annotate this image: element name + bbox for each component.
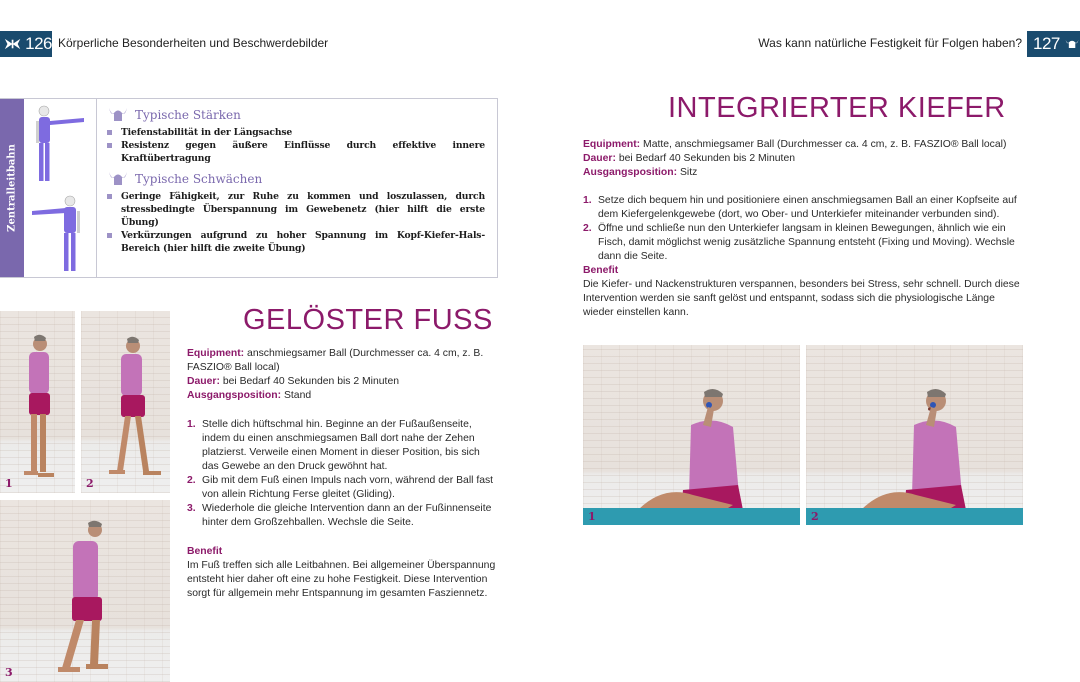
step-item: 1. Setze dich bequem hin und positioniere einen anschmiegsamen Ball an einer Kopfseite auf dem Kiefergelenkgewebe (dort, wo Ober- und Unterkiefer miteinander verbunden sind). — [583, 195, 1017, 220]
photo-label: 2 — [811, 510, 819, 523]
page-number-left — [0, 31, 52, 57]
anatomy-back-figure — [24, 189, 97, 279]
photo-label: 2 — [86, 477, 94, 490]
photo-label: 3 — [5, 666, 13, 679]
photo-label: 1 — [588, 510, 596, 523]
step-item: 2. Gib mit dem Fuß einen Impuls nach vorn, während der Ball fast von allein Richtung Ferse gleitet (Gliding). — [187, 475, 494, 500]
duration-line: Dauer: bei Bedarf 40 Sekunden bis 2 Minuten — [583, 153, 795, 164]
page-number-right — [1027, 31, 1080, 57]
person-standing-figure — [81, 311, 170, 493]
anatomy-figures — [24, 99, 97, 277]
anatomy-front-figure — [24, 101, 97, 191]
exercise1-benefit — [187, 545, 499, 601]
exercise1-steps — [187, 418, 499, 530]
exercise1-meta — [187, 347, 497, 403]
running-header-left: Körperliche Besonderheiten und Beschwerdebilder — [58, 36, 329, 50]
page-number-value: 126 — [25, 34, 52, 53]
exercise1-photo-1 — [0, 311, 75, 493]
exercise2-benefit — [583, 264, 1025, 320]
viking-helmet-icon — [107, 171, 129, 187]
benefit-heading: Benefit — [187, 546, 223, 557]
strengths-heading: Typische Stärken — [107, 107, 485, 123]
meridian-tab-label: Zentralleitbahn — [6, 144, 18, 232]
position-line: Ausgangsposition: Stand — [187, 390, 312, 401]
running-header-right: Was kann natürliche Festigkeit für Folgen haben? — [758, 36, 1022, 50]
step-item: 2. Öffne und schließe nun den Unterkiefer langsam in kleinen Bewegungen, ähnlich wie ein Fisch, damit möglichst wenig zusätzliche Spannung entsteht (Fixing und Moving). Wechsle dann die Seite. — [583, 223, 1015, 262]
meridian-info-box — [0, 98, 498, 278]
yoga-mat — [583, 508, 800, 525]
weaknesses-heading: Typische Schwächen — [107, 171, 485, 187]
person-sitting-figure — [806, 345, 1023, 525]
exercise2-steps — [583, 194, 1025, 264]
equipment-line: Equipment: Matte, anschmiegsamer Ball (Durchmesser ca. 4 cm, z. B. FASZIO® Ball local) — [583, 139, 1007, 150]
yoga-mat — [806, 508, 1023, 525]
exercise2-title: INTEGRIERTER KIEFER — [668, 92, 1006, 124]
exercise1-photo-2 — [81, 311, 170, 493]
list-item: Verkürzungen aufgrund zu hoher Spannung im Kopf-Kiefer-Hals-Bereich (hier hilft die zweite Übung) — [107, 229, 485, 255]
butterfly-icon — [4, 37, 21, 51]
exercise2-meta — [583, 138, 1033, 180]
benefit-heading: Benefit — [583, 265, 619, 276]
step-item: 1. Stelle dich hüftschmal hin. Beginne an der Fußaußenseite, indem du einen anschmiegsamen Ball dort nahe der Zehen platzierst. Verweile einen Moment in dieser Position, bis sich das Gewebe an den Druck gewöhnt hat. — [187, 419, 480, 472]
exercise2-photo-1 — [583, 345, 800, 525]
weaknesses-list — [107, 190, 485, 255]
page-number-value: 127 — [1033, 34, 1060, 53]
duration-line: Dauer: bei Bedarf 40 Sekunden bis 2 Minuten — [187, 376, 399, 387]
step-item: 3. Wiederhole die gleiche Intervention dann an der Fußinnenseite hinter dem Großzehballen. Wechsle die Seite. — [187, 503, 492, 528]
exercise1-photo-3 — [0, 500, 170, 682]
photo-label: 1 — [5, 477, 13, 490]
person-standing-figure — [0, 500, 170, 682]
position-line: Ausgangsposition: Sitz — [583, 167, 698, 178]
person-standing-figure — [0, 311, 75, 493]
list-item: Resistenz gegen äußere Einflüsse durch effektive innere Kraftübertragung — [107, 139, 485, 165]
viking-helmet-icon — [1064, 37, 1080, 51]
exercise2-photo-2 — [806, 345, 1023, 525]
list-item: Tiefenstabilität in der Längsachse — [107, 126, 485, 139]
equipment-line: Equipment: anschmiegsamer Ball (Durchmesser ca. 4 cm, z. B. FASZIO® Ball local) — [187, 348, 484, 373]
person-sitting-figure — [583, 345, 800, 525]
meridian-tab — [0, 99, 24, 277]
benefit-text: Die Kiefer- und Nackenstrukturen verspannen, besonders bei Stress, sehr schnell. Durch diese Intervention werden sie sanft gelöst und entspannt, sodass sich die physiologische Länge wieder einstellen kann. — [583, 279, 1020, 318]
viking-helmet-icon — [107, 107, 129, 123]
benefit-text: Im Fuß treffen sich alle Leitbahnen. Bei allgemeiner Überspannung entsteht hier daher oft eine zu hohe Festigkeit. Diese Intervention sorgt für allgemein mehr Entspannung im gesamten Fasziennetz. — [187, 560, 496, 599]
exercise1-title: GELÖSTER FUSS — [243, 304, 493, 336]
meridian-content — [97, 99, 497, 277]
strengths-list — [107, 126, 485, 165]
list-item: Geringe Fähigkeit, zur Ruhe zu kommen und loszulassen, durch stressbedingte Überspannung im Gewebenetz (hier hilft die erste Übung) — [107, 190, 485, 229]
